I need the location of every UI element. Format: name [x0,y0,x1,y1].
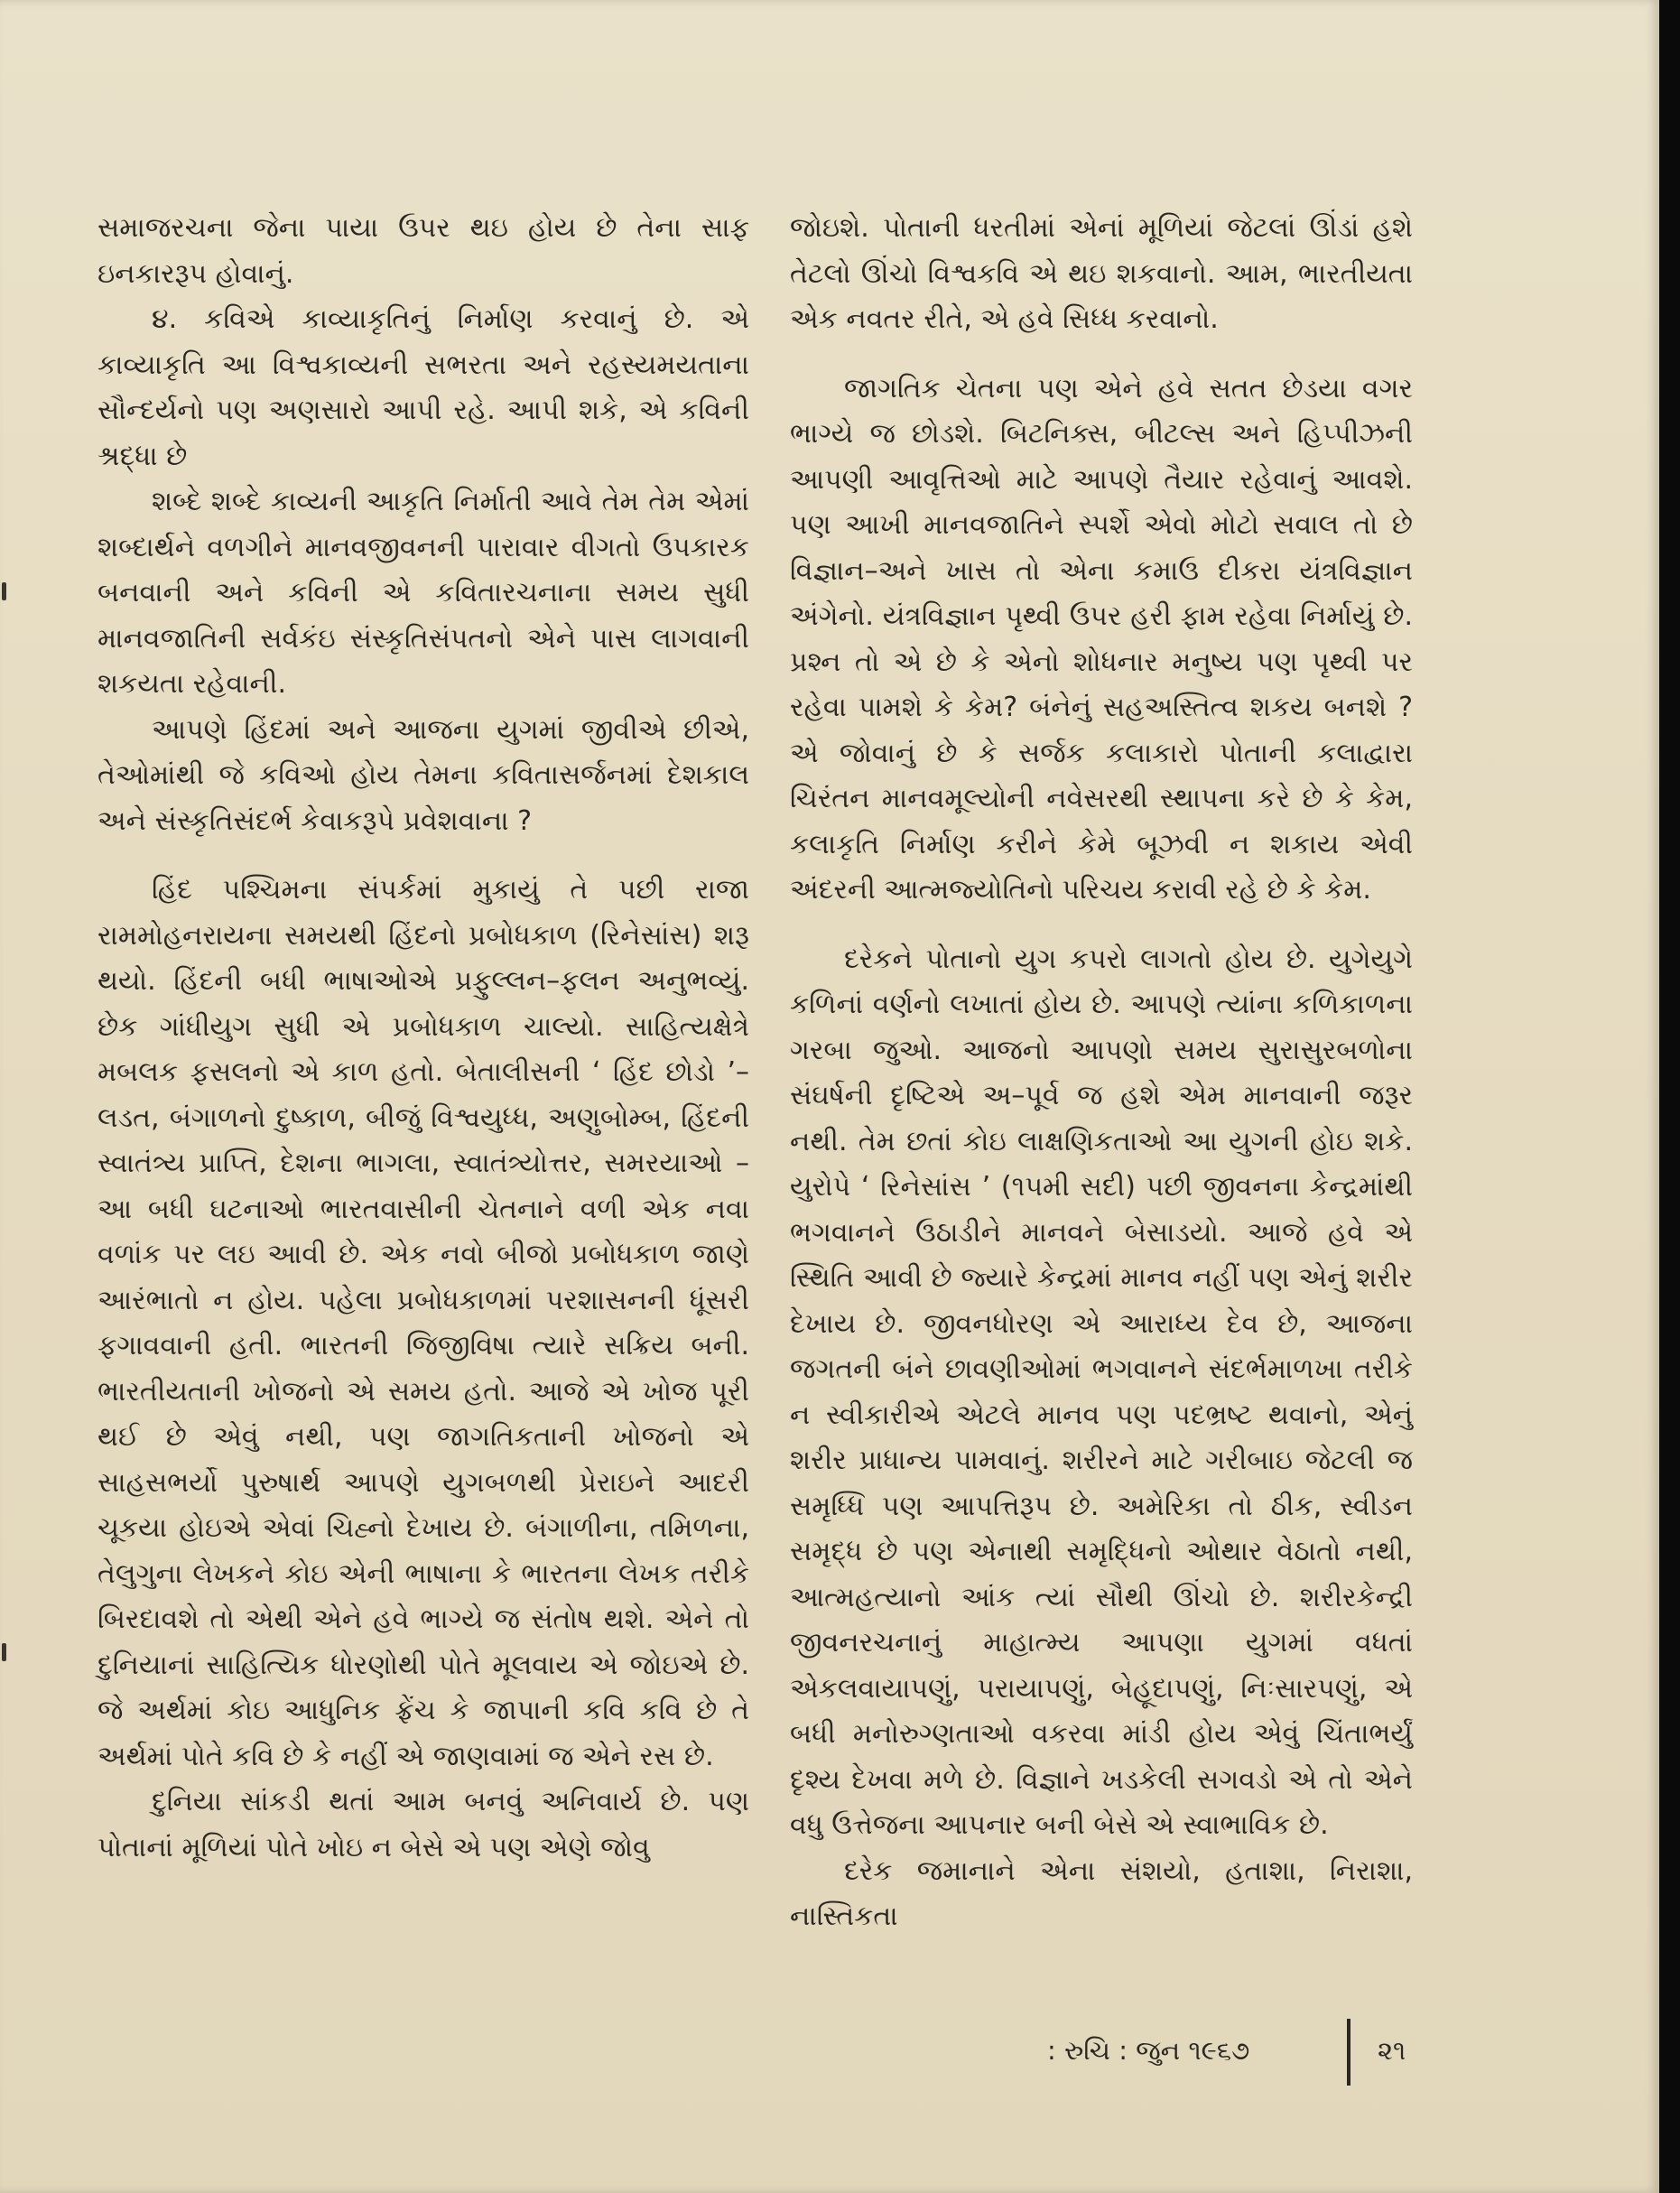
right-paragraph-4: દરેક જમાનાને એના સંશયો, હતાશા, નિરાશા, નાસ્તિકતા [790,1854,1413,1932]
right-paragraph-1: જોઇશે. પોતાની ધરતીમાં એનાં મૂળિયાં જેટલાં ઊંડાં હશે તેટલો ઊંચો વિશ્વકવિ એ થઇ શકવાનો. આમ, ભારતીયતા એક નવતર રીતે, એ હવે સિધ્ધ કરવાનો. [790,212,1413,335]
right-column [790,206,1413,1940]
left-paragraph-4: આપણે હિંદમાં અને આજના યુગમાં જીવીએ છીએ, તેઓમાંથી જે કવિઓ હોય તેમના કવિતાસર્જનમાં દેશકાલ અને સંસ્કૃતિસંદર્ભ કેવાકરૂપે પ્રવેશવાના ? [97,713,749,837]
right-paragraph-2: જાગતિક ચેતના પણ એને હવે સતત છેડયા વગર ભાગ્યે જ છોડશે. બિટનિક્સ, બીટલ્સ અને હિપ્પીઝની આપણી આવૃત્તિઓ માટે આપણે તૈયાર રહેવાનું આવશે. પણ આખી માનવજાતિને સ્પર્શે એવો મોટો સવાલ તો છે વિજ્ઞાન–અને ખાસ તો એના કમાઉ દીકરા યંત્રવિજ્ઞાન અંગેનો. યંત્રવિજ્ઞાન પૃથ્વી ઉપર હરી ફામ રહેવા નિર્માયું છે. પ્રશ્ન તો એ છે કે એનો શોધનાર મનુષ્ય પણ પૃથ્વી પર રહેવા પામશે કે કેમ? બંનેનું સહઅસ્તિત્વ શકય બનશે ? એ જોવાનું છે કે સર્જક કલાકારો પોતાની કલાદ્વારા ચિરંતન માનવમૂલ્યોની નવેસરથી સ્થાપના કરે છે કે કેમ, કલાકૃતિ નિર્માણ કરીને કેમે બૂઝવી ન શકાય એવી અંદરની આત્મજ્યોતિનો પરિચય કરાવી રહે છે કે કેમ. [790,372,1413,906]
left-paragraph-5: હિંદ પશ્ચિમના સંપર્કમાં મુકાયું તે પછી રાજા રામમોહનરાયના સમયથી હિંદનો પ્રબોધકાળ (રિનેસાંસ) શરૂ થયો. હિંદની બધી ભાષાઓએ પ્રફુલ્લન–ફલન અનુભવ્યું. છેક ગાંધીયુગ સુધી એ પ્રબોધકાળ ચાલ્યો. સાહિત્યક્ષેત્રે મબલક ફસલનો એ કાળ હતો. બેતાલીસની ‘ હિંદ છોડો ’–લડત, બંગાળનો દુષ્કાળ, બીજું વિશ્વયુધ્ધ, અણુબોમ્બ, હિંદની સ્વાતંત્ર્ય પ્રાપ્તિ, દેશના ભાગલા, સ્વાતંત્ર્યોત્તર, સમરયાઓ – આ બધી ઘટનાઓ ભારતવાસીની ચેતનાને વળી એક નવા વળાંક પર લઇ આવી છે. એક નવો બીજો પ્રબોધકાળ જાણે આરંભાતો ન હોય. પહેલા પ્રબોધકાળમાં પરશાસનની ધૂંસરી ફગાવવાની હતી. ભારતની જિજીવિષા ત્યારે સક્રિય બની. ભારતીયતાની ખોજનો એ સમય હતો. આજે એ ખોજ પૂરી થઈ છે એવું નથી, પણ જાગતિકતાની ખોજનો એ સાહસભર્યો પુરુષાર્થ આપણે યુગબળથી પ્રેરાઇને આદરી ચૂકયા હોઇએ એવાં ચિહ્નો દેખાય છે. બંગાળીના, તમિળના, તેલુગુના લેખકને કોઇ એની ભાષાના કે ભારતના લેખક તરીકે બિરદાવશે તો એથી એને હવે ભાગ્યે જ સંતોષ થશે. એને તો દુનિયાનાં સાહિત્યિક ધોરણોથી પોતે મૂલવાય એ જોઇએ છે. જે અર્થમાં કોઇ આધુનિક ફ્રેંચ કે જાપાની કવિ કવિ છે તે અર્થમાં પોતે કવિ છે કે નહીં એ જાણવામાં જ એને રસ છે. [97,874,749,1772]
left-paragraph-3: શબ્દે શબ્દે કાવ્યની આકૃતિ નિર્માતી આવે તેમ તેમ એમાં શબ્દાર્થને વળગીને માનવજીવનની પારાવાર વીગતો ઉપકારક બનવાની અને કવિની એ કવિતારચનાના સમય સુધી માનવજાતિની સર્વકંઇ સંસ્કૃતિસંપતનો એને પાસ લાગવાની શકયતા રહેવાની. [97,486,749,700]
edge-mark [2,1643,6,1661]
edge-mark [2,582,6,600]
left-paragraph-1: સમાજરચના જેના પાયા ઉપર થઇ હોય છે તેના સાફ ઇનકારરૂપ હોવાનું. [97,212,749,290]
right-paragraph-3: દરેકને પોતાનો યુગ કપરો લાગતો હોય છે. યુગેયુગે કળિનાં વર્ણનો લખાતાં હોય છે. આપણે ત્યાંના કળિકાળના ગરબા જુઓ. આજનો આપણો સમય સુરાસુરબળોના સંઘર્ષની દૃષ્ટિએ અ–પૂર્વ જ હશે એમ માનવાની જરૂર નથી. તેમ છતાં કોઇ લાક્ષણિકતાઓ આ યુગની હોઇ શકે. યુરોપે ‘ રિનેસાંસ ’ (૧૫મી સદી) પછી જીવનના કેન્દ્રમાંથી ભગવાનને ઉઠાડીને માનવને બેસાડયો. આજે હવે એ સ્થિતિ આવી છે જ્યારે કેન્દ્રમાં માનવ નહીં પણ એનું શરીર દેખાય છે. જીવનધોરણ એ આરાધ્ય દેવ છે, આજના જગતની બંને છાવણીઓમાં ભગવાનને સંદર્ભમાળખા તરીકે ન સ્વીકારીએ એટલે માનવ પણ પદભ્રષ્ટ થવાનો, એનું શરીર પ્રાધાન્ય પામવાનું. શરીરને માટે ગરીબાઇ જેટલી જ સમૃધ્ધિ પણ આપત્તિરૂપ છે. અમેરિકા તો ઠીક, સ્વીડન સમૃદ્ધ છે પણ એનાથી સમૃદ્ધિનો ઓથાર વેઠાતો નથી, આત્મહત્યાનો આંક ત્યાં સૌથી ઊંચો છે. શરીરકેન્દ્રી જીવનરચનાનું માહાત્મ્ય આપણા યુગમાં વધતાં એકલવાયાપણું, પરાયાપણું, બેહૂદાપણું, નિઃસારપણું, એ બધી મનોરુગ્ણતાઓ વકરવા માંડી હોય એવું ચિંતાભર્યું દૃશ્ય દેખવા મળે છે. વિજ્ઞાને ખડકેલી સગવડો એ તો એને વધુ ઉત્તેજના આપનાર બની બેસે એ સ્વાભાવિક છે. [790,943,1413,1841]
page-footer [1047,2035,1406,2067]
left-paragraph-6: દુનિયા સાંકડી થતાં આમ બનવું અનિવાર્ય છે. પણ પોતાનાં મૂળિયાં પોતે ખોઇ ન બેસે એ પણ એણે જોવુ [97,1786,749,1863]
left-paragraph-2: ૪. કવિએ કાવ્યાકૃતિનું નિર્માણ કરવાનું છે. એ કાવ્યાકૃતિ આ વિશ્વકાવ્યની સભરતા અને રહસ્યમયતાના સૌન્દર્યનો પણ અણસારો આપી રહે. આપી શકે, એ કવિની શ્રદ્ધા છે [97,303,749,472]
page-number: ૨૧ [1378,2035,1406,2066]
journal-name-date: : રુચિ : જુન ૧૯૬૭ [1047,2035,1250,2066]
footer-separator [1347,2019,1350,2086]
left-column [97,206,749,1871]
